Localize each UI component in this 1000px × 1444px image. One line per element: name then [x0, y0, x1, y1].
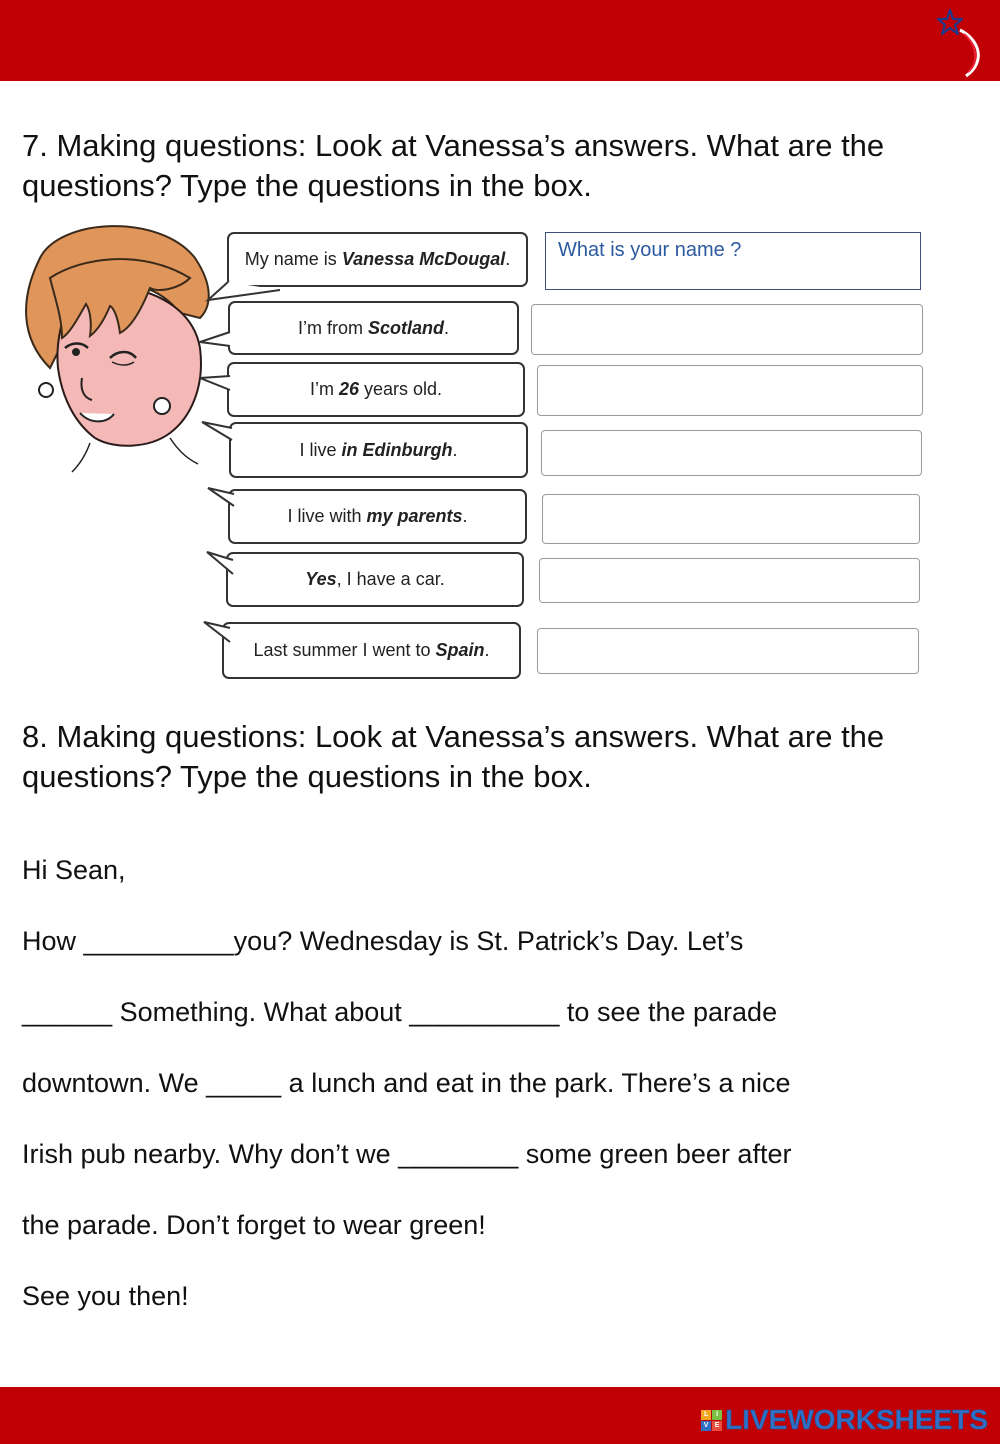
top-header-bar	[0, 0, 1000, 81]
answer-input[interactable]	[539, 558, 920, 603]
woman-cartoon-face	[10, 218, 210, 478]
answer-input[interactable]	[545, 232, 921, 290]
bubble-tail	[180, 280, 290, 310]
letter-line: downtown. We _____ a lunch and eat in the park. There’s a nice	[22, 1068, 791, 1098]
brand-name: LIVEWORKSHEETS	[725, 1404, 988, 1435]
speech-bubble	[229, 422, 528, 478]
bubble-tail	[204, 484, 240, 514]
speech-bubble	[226, 552, 524, 607]
speech-bubble	[227, 232, 528, 287]
answer-input[interactable]	[542, 494, 920, 544]
letter-line: Irish pub nearby. Why don’t we ________ some green beer after	[22, 1139, 792, 1169]
bubble-text: I live with my parents.	[287, 506, 468, 526]
letter-line: the parade. Don’t forget to wear green!	[22, 1210, 486, 1240]
exercise-8-title: 8. Making questions: Look at Vanessa’s answers. What are the questions? Type the questions in the box.	[22, 719, 885, 794]
letter-line: See you then!	[22, 1281, 189, 1311]
speech-bubble	[227, 362, 525, 417]
answer-input[interactable]	[541, 430, 922, 476]
bubble-text: I’m from Scotland.	[297, 317, 450, 338]
bubble-tail	[198, 420, 238, 444]
bubble-text: I live in Edinburgh.	[299, 439, 458, 460]
answer-input[interactable]	[537, 365, 923, 416]
speech-bubble	[228, 489, 527, 544]
bubble-text: Yes, I have a car.	[305, 569, 445, 589]
bubble-text: My name is Vanessa McDougal.	[244, 249, 511, 269]
answer-input[interactable]	[531, 304, 923, 355]
letter-line: Hi Sean,	[22, 855, 126, 885]
bubble-tail	[203, 548, 239, 580]
bubble-tail	[200, 618, 236, 648]
bubble-text: I’m 26 years old.	[309, 379, 443, 399]
shooting-star-icon	[936, 4, 988, 78]
speech-bubble	[222, 622, 521, 679]
letter-line: ______ Something. What about __________ to see the parade	[22, 997, 778, 1027]
liveworksheets-logo	[701, 1405, 988, 1435]
bubble-text: Last summer I went to Spain.	[253, 640, 490, 660]
letter-line: How __________you? Wednesday is St. Patrick’s Day. Let’s	[22, 926, 744, 956]
bottom-footer-bar	[0, 1387, 1000, 1444]
logo-tiles-icon: L I V E	[701, 1410, 722, 1431]
exercise-7-title: 7. Making questions: Look at Vanessa’s answers. What are the questions? Type the questions in the box.	[22, 128, 885, 203]
bubble-tail	[196, 372, 236, 396]
answer-input[interactable]	[537, 628, 919, 674]
bubble-tail	[196, 330, 236, 350]
